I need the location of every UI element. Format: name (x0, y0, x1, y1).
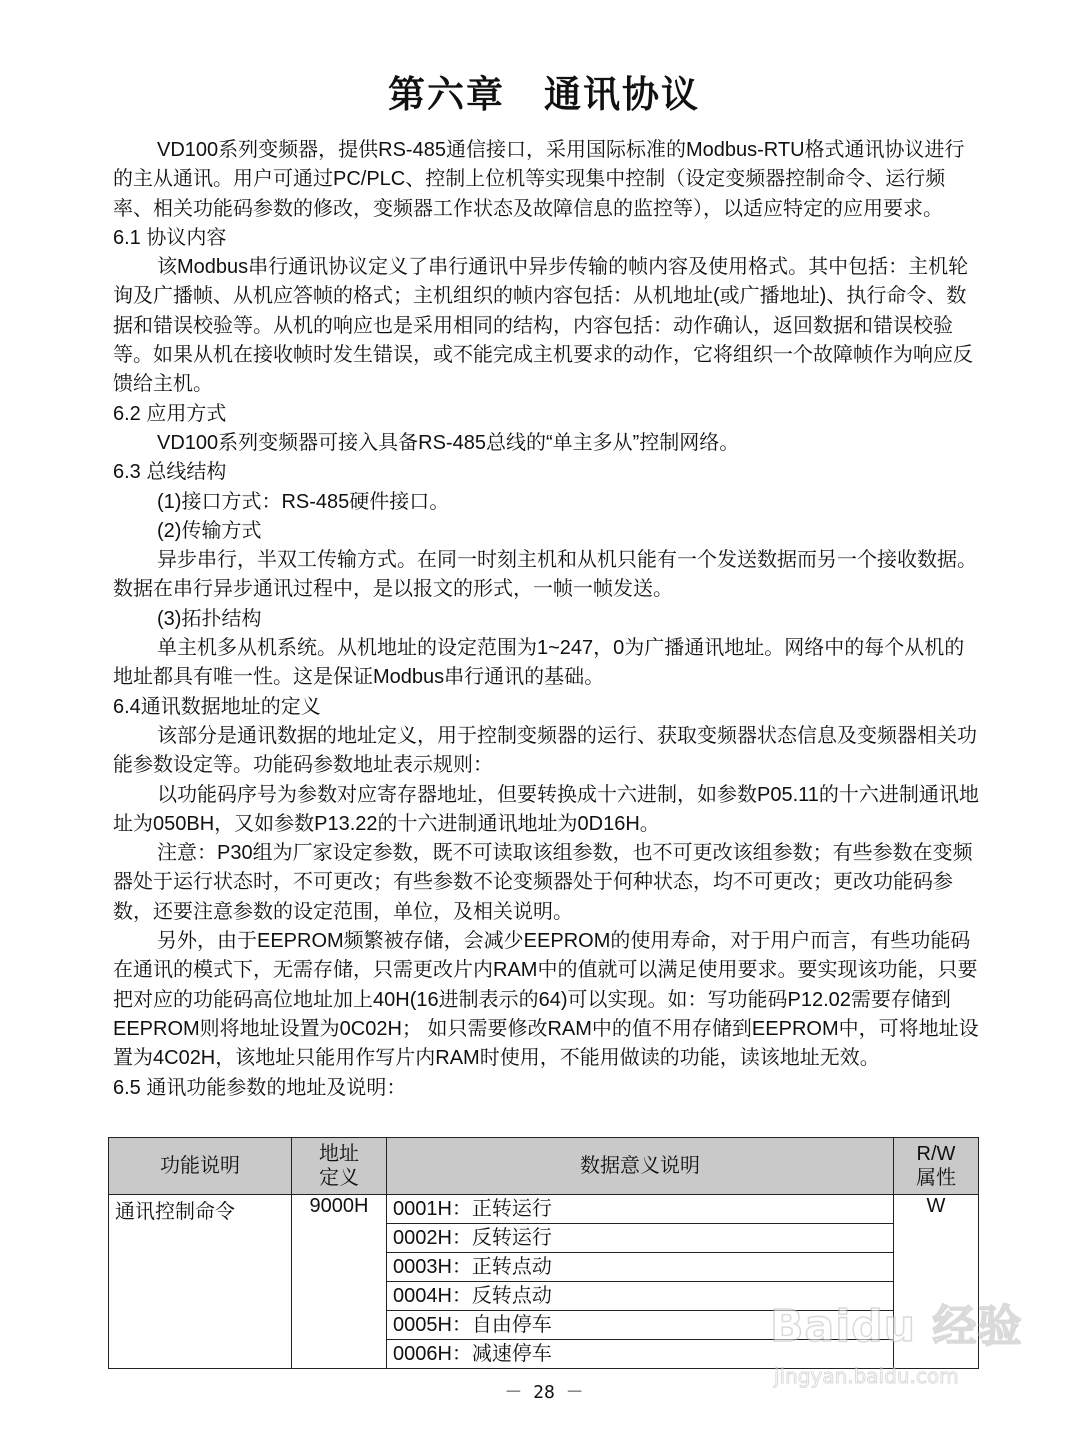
paragraph: 该部分是通讯数据的地址定义，用于控制变频器的运行、获取变频器状态信息及变频器相关功能参数设定等。功能码参数地址表示规则： (113, 724, 977, 777)
paragraph: 以功能码序号为参数对应寄存器地址，但要转换成十六进制，如参数P05.11的十六进制通讯地址为050BH，又如参数P13.22的十六进制通讯地址为0D16H。 (113, 783, 979, 835)
cell-rw: W (894, 1195, 979, 1369)
paragraph: 异步串行，半双工传输方式。在同一时刻主机和从机只能有一个发送数据而另一个接收数据。数据在串行异步通讯过程中，是以报文的形式，一帧一帧发送。 (113, 549, 977, 601)
baidu-watermark (770, 1290, 1030, 1410)
table-row (109, 1195, 979, 1224)
cell-description: 0006H：减速停车 (387, 1340, 894, 1369)
paragraph: 6.3 总线结构 (113, 461, 227, 484)
paragraph: VD100系列变频器，提供RS-485通信接口，采用国际标准的Modbus-RTU格式通讯协议进行的主从通讯。用户可通过PC/PLC、控制上位机等实现集中控制（设定变频器控制命令、运行频率、相关功能码参数的修改，变频器工作状态及故障信息的监控等），以适应特定的应用要求。 (113, 139, 965, 220)
cell-description: 0001H：正转运行 (387, 1195, 894, 1224)
paragraph: 6.5 通讯功能参数的地址及说明： (113, 1076, 407, 1099)
paragraph: 6.4通讯数据地址的定义 (113, 695, 321, 718)
cell-description: 0003H：正转点动 (387, 1253, 894, 1282)
table-header-row (109, 1138, 979, 1195)
header-description: 数据意义说明 (387, 1138, 894, 1195)
cell-function: 通讯控制命令 (109, 1195, 292, 1369)
paragraph: 6.2 应用方式 (113, 402, 227, 425)
paragraph: 另外，由于EEPROM频繁被存储，会减少EEPROM的使用寿命，对于用户而言，有些功能码在通讯的模式下，无需存储，只需更改片内RAM中的值就可以满足使用要求。要实现该功能，只要把对应的功能码高位地址加上40H(16进制表示的64)可以实现。如：写功能码P12.02需要存储到EEPROM则将地址设置为0C02H； 如只需要修改RAM中的值不用存储到EEPROM中，可将地址设置为4C02H，该地址只能用作写片内RAM时使用，不能用做读的功能，读该地址无效。 (113, 930, 979, 1070)
paragraph: 单主机多从机系统。从机地址的设定范围为1~247，0为广播通讯地址。网络中的每个从机的地址都具有唯一性。这是保证Modbus串行通讯的基础。 (113, 637, 965, 689)
page-number: － 28 － (504, 1382, 584, 1403)
paragraph: 6.1 协议内容 (113, 226, 227, 249)
watermark-logo: Baidu 经验 (770, 1301, 1023, 1352)
header-function: 功能说明 (109, 1138, 292, 1195)
cell-description: 0005H：自由停车 (387, 1311, 894, 1340)
header-address: 地址 定义 (292, 1138, 387, 1195)
paragraph: (3)拓扑结构 (157, 607, 262, 630)
paragraph: 注意：P30组为厂家设定参数，既不可读取该组参数，也不可更改该组参数；有些参数在变频器处于运行状态时，不可更改；有些参数不论变频器处于何种状态，均不可更改；更改功能码参数，还要注意参数的设定范围，单位，及相关说明。 (113, 842, 973, 923)
watermark-url: jingyan.baidu.com (774, 1364, 959, 1388)
chapter-title: 第六章 通讯协议 (388, 73, 700, 116)
header-rw: R/W 属性 (894, 1138, 979, 1195)
paragraph: 该Modbus串行通讯协议定义了串行通讯中异步传输的帧内容及使用格式。其中包括：主机轮询及广播帧、从机应答帧的格式；主机组织的帧内容包括：从机地址(或广播地址)、执行命令、数据和错误校验等。从机的响应也是采用相同的结构，内容包括：动作确认，返回数据和错误校验等。如果从机在接收帧时发生错误，或不能完成主机要求的动作，它将组织一个故障帧作为响应反馈给主机。 (113, 256, 973, 396)
cell-description: 0002H：反转运行 (387, 1224, 894, 1253)
cell-address: 9000H (292, 1195, 387, 1369)
cell-description: 0004H：反转点动 (387, 1282, 894, 1311)
paragraph: VD100系列变频器可接入具备RS-485总线的“单主多从”控制网络。 (157, 431, 740, 454)
paragraph: (2)传输方式 (157, 519, 262, 542)
body-text (113, 136, 981, 1103)
paragraph: (1)接口方式：RS-485硬件接口。 (157, 490, 450, 513)
